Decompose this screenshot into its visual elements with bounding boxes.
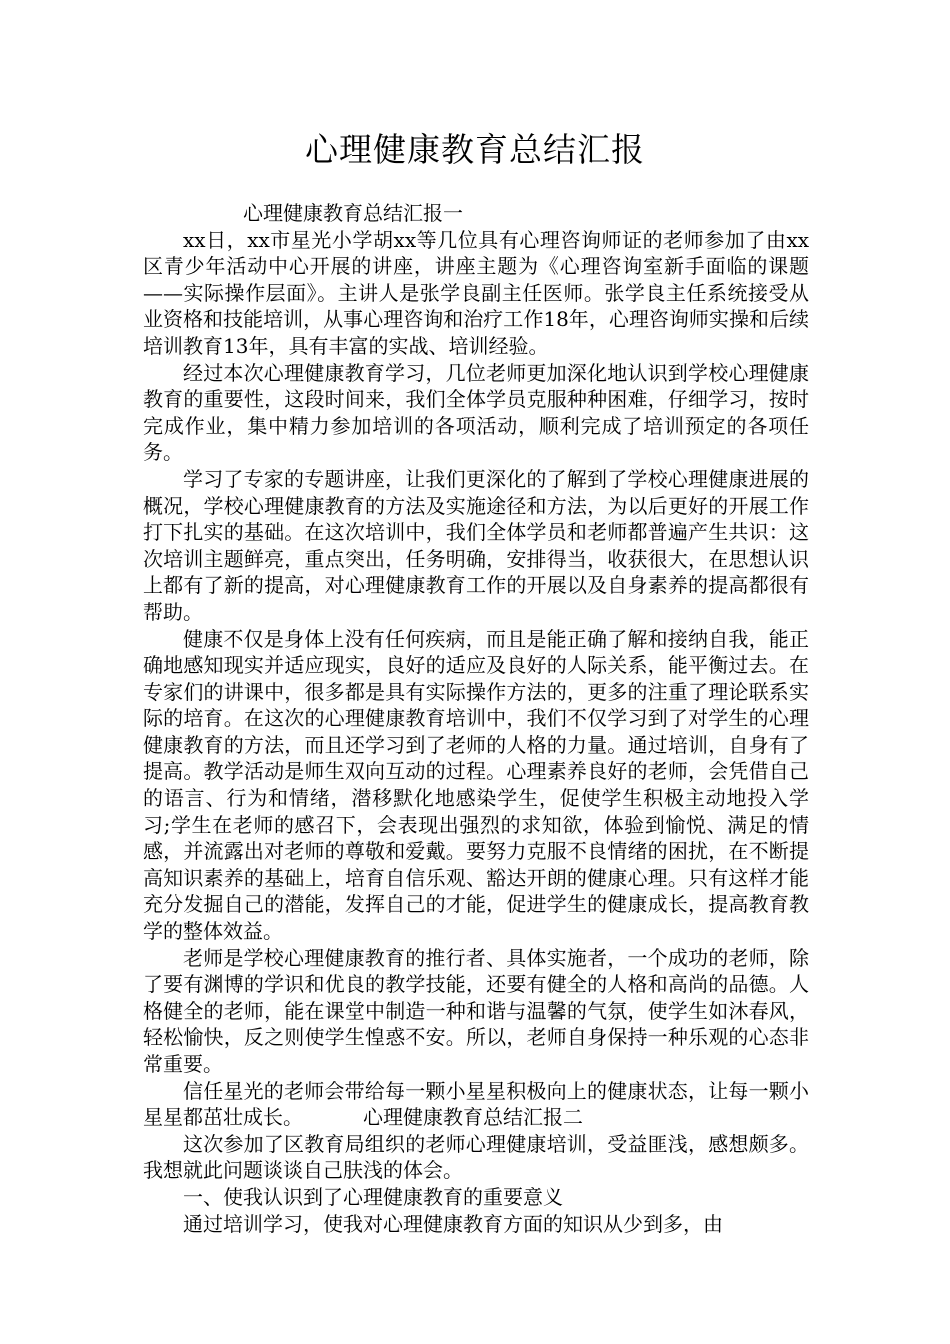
paragraph: 健康不仅是身体上没有任何疾病，而且是能正确了解和接纳自我，能正确地感知现实并适应现实，良好的适应及良好的人际关系，能平衡过去。在专家们的讲课中，很多都是具有实际操作方法的，更多的注重了理论联系实际的培育。在这次的心理健康教育培训中，我们不仅学习到了对学生的心理健康教育的方法，而且还学习到了老师的人格的力量。通过培训，自身有了提高。教学活动是师生双向互动的过程。心理素养良好的老师，会凭借自己的语言、行为和情绪，潜移默化地感染学生，促使学生积极主动地投入学习;学生在老师的感召下，会表现出强烈的求知欲，体验到愉悦、满足的情感，并流露出对老师的尊敬和爱戴。要努力克服不良情绪的困扰，在不断提高知识素养的基础上，培育自信乐观、豁达开朗的健康心理。只有这样才能充分发掘自己的潜能，发挥自己的才能，促进学生的健康成长，提高教育教学的整体效益。 [143,626,809,944]
paragraph: 经过本次心理健康教育学习，几位老师更加深化地认识到学校心理健康教育的重要性，这段时间来，我们全体学员克服种种困难，仔细学习，按时完成作业，集中精力参加培训的各项活动，顺利完成了培训预定的各项任务。 [143,360,809,465]
paragraph: xx日，xx市星光小学胡xx等几位具有心理咨询师证的老师参加了由xx区青少年活动中心开展的讲座，讲座主题为《心理咨询室新手面临的课题——实际操作层面》。主讲人是张学良副主任医师。张学良主任系统接受从业资格和技能培训，从事心理咨询和治疗工作18年，心理咨询师实操和后续培训教育13年，具有丰富的实战、培训经验。 [143,227,809,358]
paragraph-text: 信任星光的老师会带给每一颗小星星积极向上的健康状态，让每一颗小星星都茁壮成长。 [143,1078,809,1130]
paragraph: 这次参加了区教育局组织的老师心理健康培训，受益匪浅，感想颇多。我想就此问题谈谈自己肤浅的体会。 [143,1131,809,1183]
document-title: 心理健康教育总结汇报 [305,130,645,169]
paragraph-with-inline-heading [143,1078,809,1131]
paragraph: 学习了专家的专题讲座，让我们更深化的了解到了学校心理健康进展的概况，学校心理健康教育的方法及实施途径和方法，为以后更好的开展工作打下扎实的基础。在这次培训中，我们全体学员和老师都普遍产生共识：这次培训主题鲜亮，重点突出，任务明确，安排得当，收获很大，在思想认识上都有了新的提高，对心理健康教育工作的开展以及自身素养的提高都很有帮助。 [143,466,809,624]
section-heading-two: 心理健康教育总结汇报二 [363,1105,583,1130]
paragraph: 老师是学校心理健康教育的推行者、具体实施者，一个成功的老师，除了要有渊博的学识和优良的教学技能，还要有健全的人格和高尚的品德。人格健全的老师，能在课堂中制造一种和谐与温馨的气氛，使学生如沐春风，轻松愉快，反之则使学生惶惑不安。所以，老师自身保持一种乐观的心态非常重要。 [143,945,809,1076]
section-heading-one: 心理健康教育总结汇报一 [243,201,463,225]
numbered-heading: 一、使我认识到了心理健康教育的重要意义 [183,1184,563,1209]
document-body [143,200,809,1237]
paragraph: 通过培训学习，使我对心理健康教育方面的知识从少到多，由 [183,1211,723,1236]
